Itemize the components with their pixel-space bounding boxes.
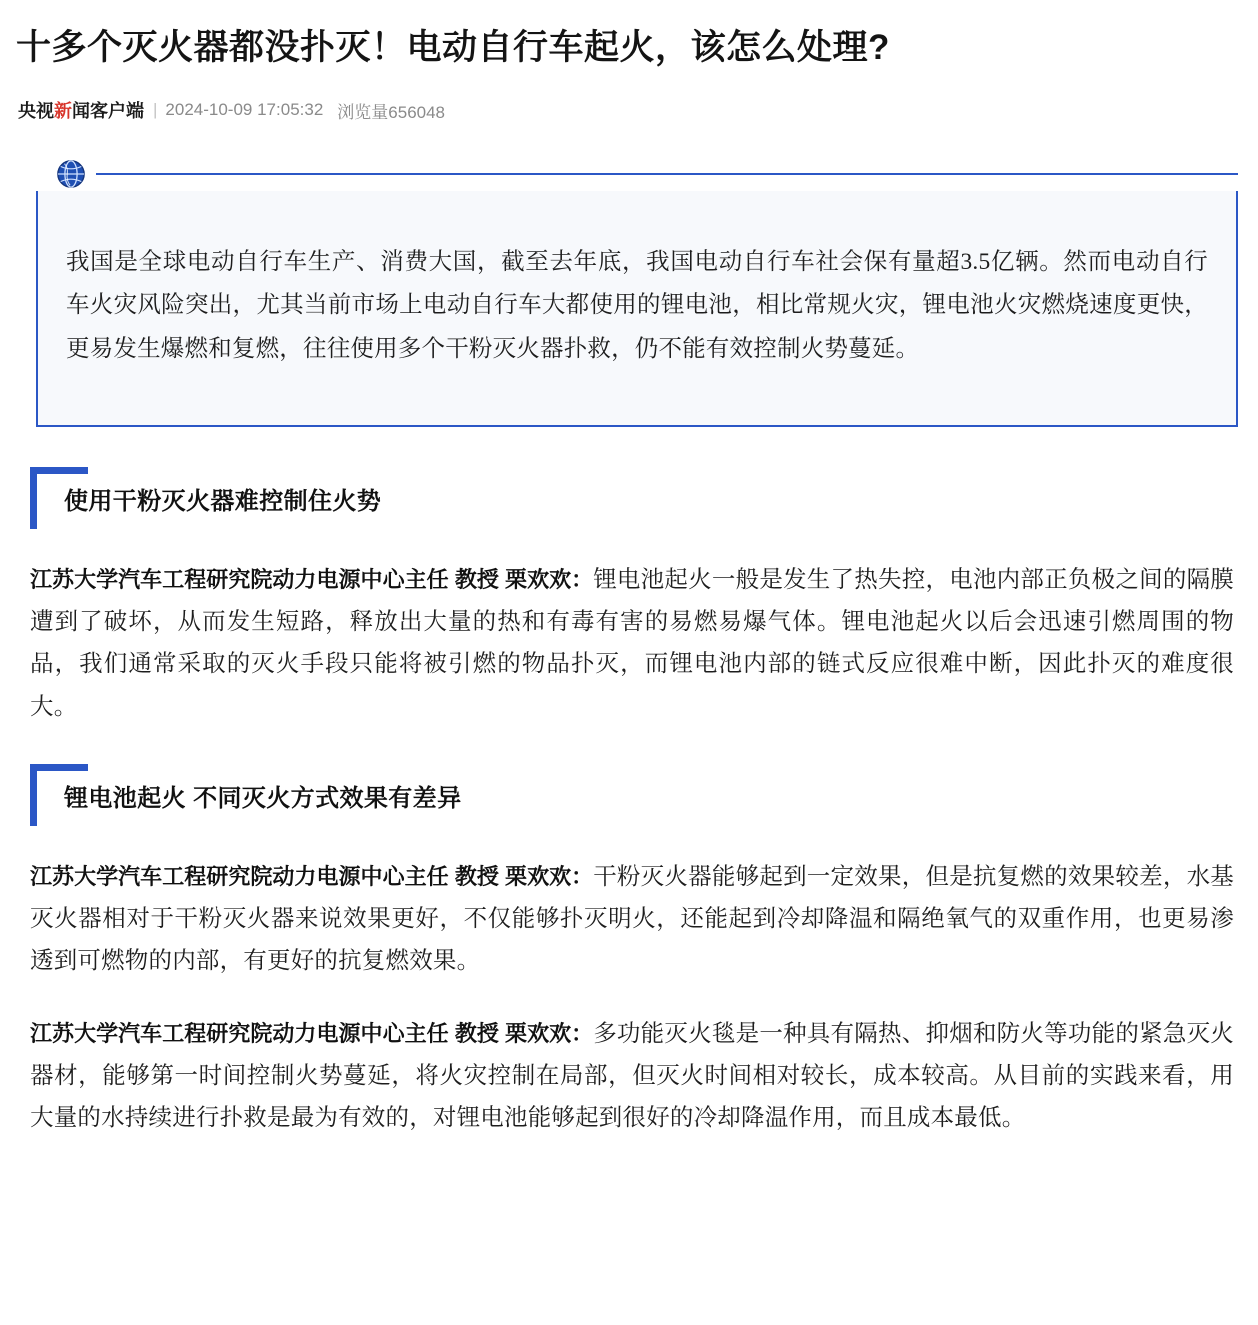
page-title: 十多个灭火器都没扑灭！电动自行车起火，该怎么处理? <box>16 28 890 67</box>
source-suffix: 闻客户端 <box>72 101 144 122</box>
section-heading-1 <box>30 467 1244 529</box>
section-heading-text: 锂电池起火 不同灭火方式效果有差异 <box>64 785 462 813</box>
paragraph <box>30 856 1234 983</box>
speaker-label: 江苏大学汽车工程研究院动力电源中心主任 教授 栗欢欢： <box>30 863 594 889</box>
globe-icon <box>56 159 86 189</box>
view-count: 浏览量656048 <box>337 102 446 122</box>
paragraph <box>30 559 1234 728</box>
source-highlight: 新 <box>54 101 72 122</box>
section-heading-text: 使用干粉灭火器难控制住火势 <box>64 487 382 515</box>
paragraph-text: 多功能灭火毯是一种具有隔热、抑烟和防火等功能的紧急灭火器材，能够第一时间控制火势蔓延，将火灾控制在局部，但灭火时间相对较长，成本较高。从目前的实践来看，用大量的水持续进行扑救是最为有效的，对锂电池能够起到很好的冷却降温作用，而且成本最低。 <box>30 1020 1234 1132</box>
article-meta <box>18 97 1244 123</box>
publish-datetime: 2024-10-09 17:05:32 <box>165 100 324 120</box>
paragraph-text: 锂电池起火一般是发生了热失控，电池内部正负极之间的隔膜遭到了破坏，从而发生短路，释放出大量的热和有毒有害的易燃易爆气体。锂电池起火以后会迅速引燃周围的物品，我们通常采取的灭火手段只能将被引燃的物品扑灭，而锂电池内部的链式反应很难中断，因此扑灭的难度很大。 <box>30 566 1234 720</box>
paragraph-text: 干粉灭火器能够起到一定效果，但是抗复燃的效果较差，水基灭火器相对于干粉灭火器来说效果更好，不仅能够扑灭明火，还能起到冷却降温和隔绝氧气的双重作用，也更易渗透到可燃物的内部，有更好的抗复燃效果。 <box>30 863 1234 975</box>
summary-text: 我国是全球电动自行车生产、消费大国，截至去年底，我国电动自行车社会保有量超3.5亿辆。然而电动自行车火灾风险突出，尤其当前市场上电动自行车大都使用的锂电池，相比常规火灾，锂电池火灾燃烧速度更快，更易发生爆燃和复燃，往往使用多个干粉灭火器扑救，仍不能有效控制火势蔓延。 <box>66 248 1208 362</box>
summary-header <box>38 157 1238 191</box>
section-heading-2 <box>30 764 1244 826</box>
source-prefix: 央视 <box>18 101 54 122</box>
source-label <box>18 97 144 123</box>
meta-separator: | <box>153 100 158 120</box>
paragraph <box>30 1013 1234 1140</box>
summary-box <box>36 191 1238 426</box>
speaker-label: 江苏大学汽车工程研究院动力电源中心主任 教授 栗欢欢： <box>30 566 594 592</box>
summary-block <box>36 157 1238 426</box>
speaker-label: 江苏大学汽车工程研究院动力电源中心主任 教授 栗欢欢： <box>30 1020 594 1046</box>
summary-divider <box>96 173 1238 175</box>
